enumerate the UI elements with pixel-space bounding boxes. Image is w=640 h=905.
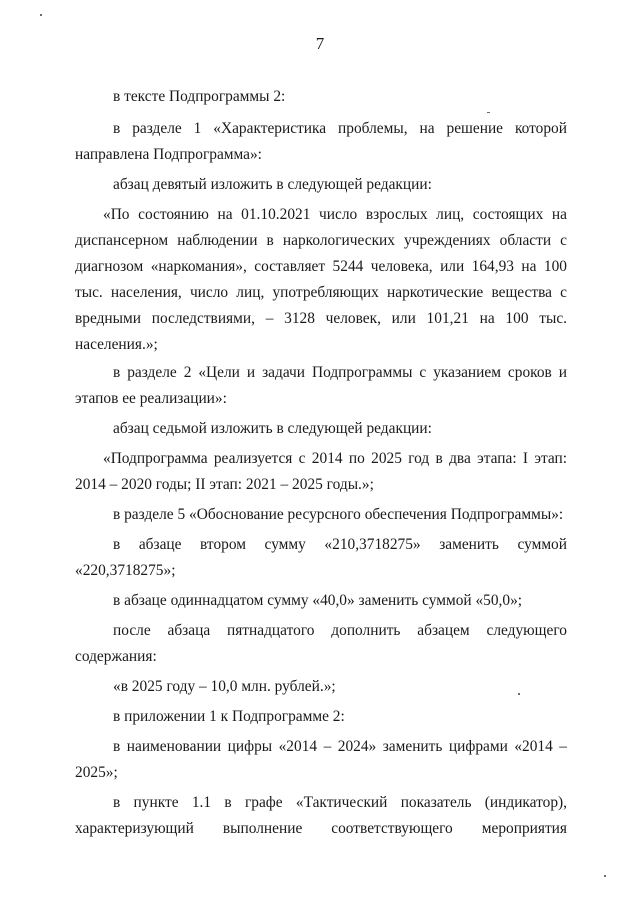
paragraph: в разделе 2 «Цели и задачи Подпрограммы с указанием сроков и этапов ее реализации»: — [75, 364, 567, 407]
paragraph: в тексте Подпрограммы 2: — [113, 88, 286, 105]
paragraph-continued: в пункте 1.1 в графе «Тактический показатель (индикатор), характеризующий выполнение соответствующего мероприятия — [75, 794, 567, 837]
paragraph: в разделе 5 «Обоснование ресурсного обеспечения Подпрограммы»: — [113, 506, 564, 523]
quoted-paragraph: «Подпрограмма реализуется с 2014 по 2025 год в два этапа: I этап: 2014 – 2020 годы; II этап: 2021 – 2025 годы.»; — [75, 450, 567, 493]
scan-speck — [40, 14, 42, 16]
paragraph: после абзаца пятнадцатого дополнить абзацем следующего содержания: — [75, 622, 567, 665]
paragraph: в абзаце одиннадцатом сумму «40,0» заменить суммой «50,0»; — [113, 592, 523, 609]
paragraph: абзац девятый изложить в следующей редакции: — [113, 176, 432, 193]
quoted-paragraph: «в 2025 году – 10,0 млн. рублей.»; — [113, 678, 336, 695]
paragraph: абзац седьмой изложить в следующей редакции: — [113, 420, 432, 437]
page-number: 7 — [315, 34, 325, 53]
scan-speck — [604, 875, 606, 877]
paragraph: в абзаце втором сумму «210,3718275» заменить суммой «220,3718275»; — [75, 536, 567, 579]
paragraph: в наименовании цифры «2014 – 2024» заменить цифрами «2014 – 2025»; — [75, 738, 567, 781]
quoted-paragraph: «По состоянию на 01.10.2021 число взрослых лиц, состоящих на диспансерном наблюдении в наркологических учреждениях области с диагнозом «наркомания», составляет 5244 человека, или 164,93 на 100 тыс. населения, число лиц, употребляющих наркотические вещества с вредными последствиями, – 3128 человек, или 101,21 на 100 тыс. населения.»; — [75, 206, 567, 353]
document-body — [75, 84, 567, 842]
paragraph: в разделе 1 «Характеристика проблемы, на решение которой направлена Подпрограмма»: — [75, 120, 567, 163]
paragraph: в приложении 1 к Подпрограмме 2: — [113, 708, 345, 725]
